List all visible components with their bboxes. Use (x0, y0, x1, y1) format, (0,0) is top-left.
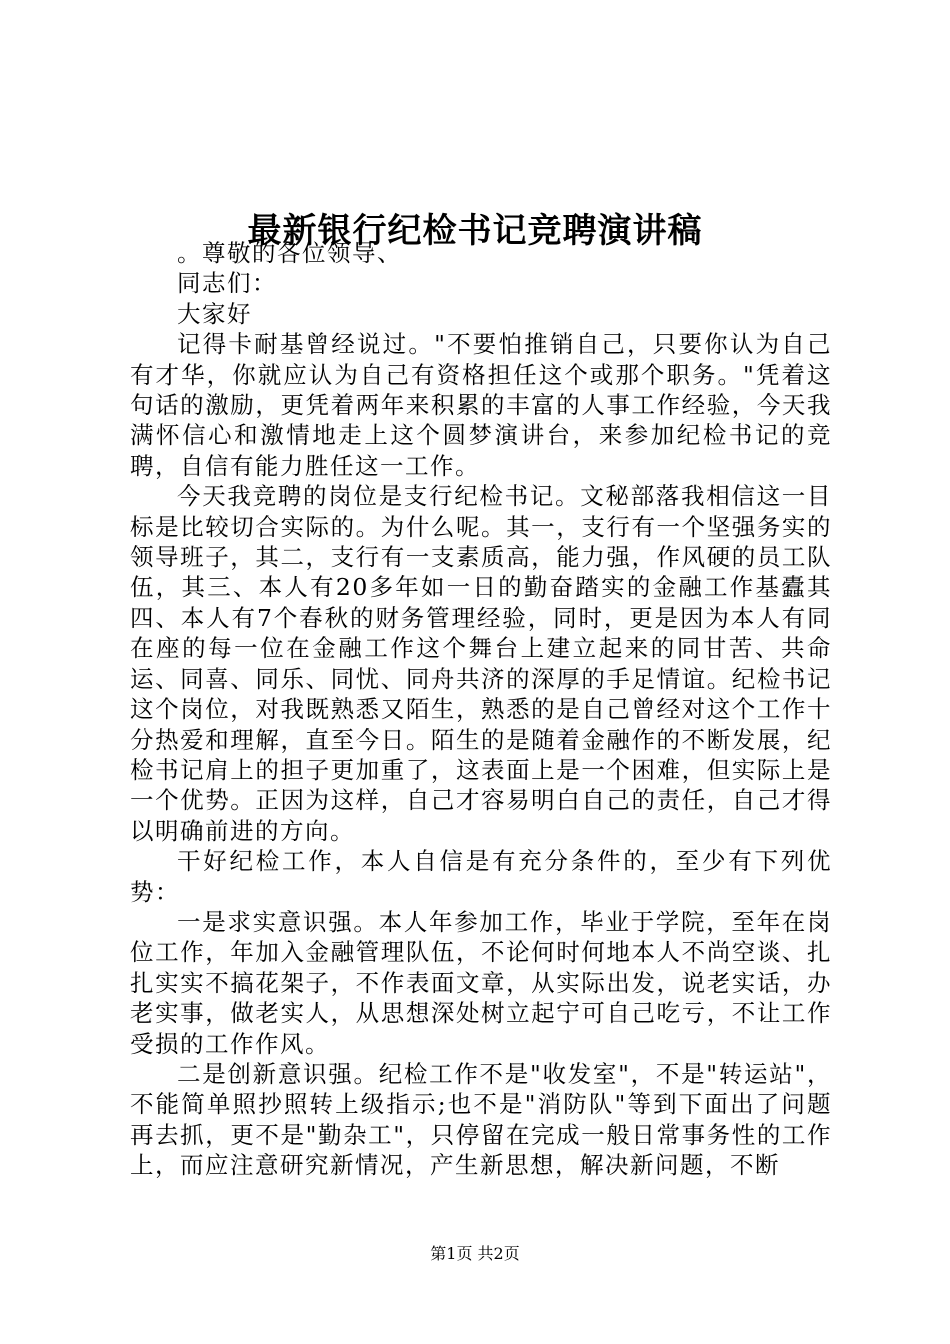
paragraph-advantages-lead: 干好纪检工作，本人自信是有充分条件的，至少有下列优势： (130, 847, 832, 906)
greeting-line: 。尊敬的各位领导、 (177, 239, 402, 267)
paragraph-advantage-one: 一是求实意识强。本人年参加工作，毕业于学院，至年在岗位工作，年加入金融管理队伍，不论何时何地本人不尚空谈、扎扎实实不搞花架子，不作表面文章，从实际出发，说老实话，办老实事，做老实人，从思想深处树立起宁可自己吃亏，不让工作受损的工作作风。 (130, 907, 832, 1058)
paragraph-position: 今天我竞聘的岗位是支行纪检书记。文秘部落我相信这一目标是比较切合实际的。为什么呢。其一，支行有一个坚强务实的领导班子，其二，支行有一支素质高，能力强，作风硬的员工队伍，其三、本人有20多年如一日的勤奋踏实的金融工作基蠹其四、本人有7个春秋的财务管理经验，同时，更是因为本人有同在座的每一位在金融工作这个舞台上建立起来的同甘苦、共命运、同喜、同乐、同忧、同舟共济的深厚的手足情谊。纪检书记这个岗位，对我既熟悉又陌生，熟悉的是自己曾经对这个工作十分热爱和理解，直至今日。陌生的是随着金融作的不断发展，纪检书记肩上的担子更加重了，这表面上是一个困难，但实际上是一个优势。正因为这样，自己才容易明白自己的责任，自己才得以明确前进的方向。 (130, 482, 832, 845)
document-body (130, 238, 832, 1181)
greeting-line: 同志们： (177, 269, 277, 298)
paragraph-intro: 记得卡耐基曾经说过。"不要怕推销自己，只要你认为自己有才华，你就应认为自己有资格担任这个或那个职务。"凭着这句话的激励，更凭着两年来积累的丰富的人事工作经验，今天我满怀信心和激情地走上这个圆梦演讲台，来参加纪检书记的竞聘，自信有能力胜任这一工作。 (130, 330, 832, 480)
paragraph-advantage-two: 二是创新意识强。纪检工作不是"收发室"，不是"转运站"，不能简单照抄照转上级指示;也不是"消防队"等到下面出了问题再去抓，更不是"勤杂工"，只停留在完成一般日常事务性的工作上，而应注意研究新情况，产生新思想，解决新问题，不断 (130, 1059, 832, 1180)
page-title: 最新银行纪检书记竞聘演讲稿 (247, 210, 703, 251)
greeting-line: 大家好 (177, 299, 252, 328)
page-footer: 第1页 共2页 (430, 1244, 520, 1263)
